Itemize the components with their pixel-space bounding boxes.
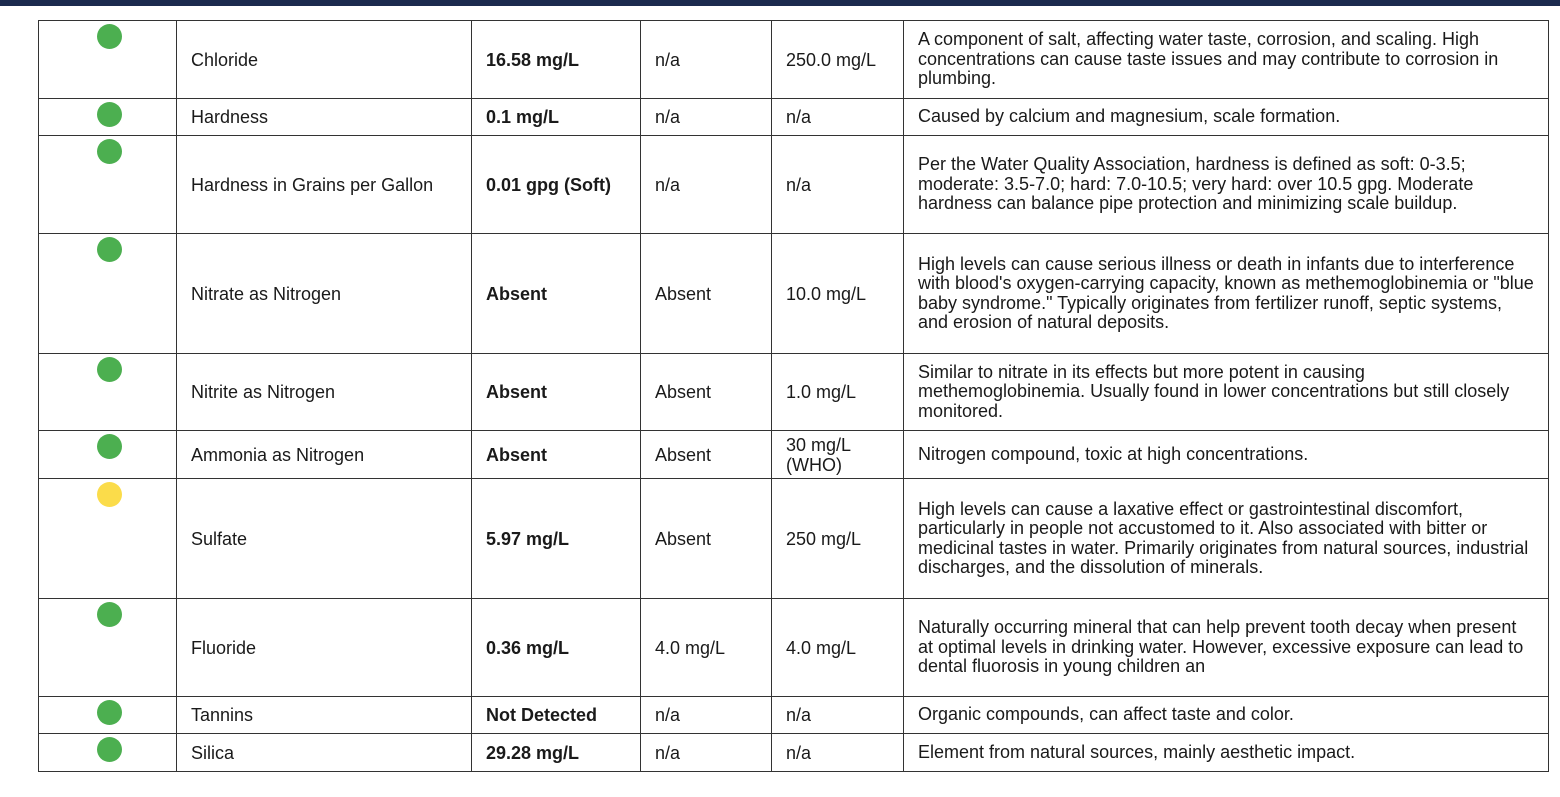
limit-value: Absent xyxy=(641,479,772,599)
limit-value: n/a xyxy=(641,734,772,772)
mcl-value: n/a xyxy=(772,734,904,772)
limit-value: 4.0 mg/L xyxy=(641,599,772,697)
parameter-name: Chloride xyxy=(177,21,472,99)
parameter-name: Fluoride xyxy=(177,599,472,697)
limit-value: Absent xyxy=(641,354,772,431)
status-cell xyxy=(39,599,177,697)
limit-value: n/a xyxy=(641,21,772,99)
table-row xyxy=(39,431,1549,479)
status-cell xyxy=(39,234,177,354)
table-row xyxy=(39,599,1549,697)
result-value: Not Detected xyxy=(472,697,641,734)
status-cell xyxy=(39,697,177,734)
status-cell xyxy=(39,431,177,479)
status-indicator-icon xyxy=(97,237,122,262)
parameter-name: Nitrite as Nitrogen xyxy=(177,354,472,431)
status-indicator-icon xyxy=(97,139,122,164)
result-value: 29.28 mg/L xyxy=(472,734,641,772)
result-value: Absent xyxy=(472,234,641,354)
parameter-description: A component of salt, affecting water taste, corrosion, and scaling. High concentrations can cause taste issues and may contribute to corrosion in plumbing. xyxy=(904,21,1549,99)
status-cell xyxy=(39,479,177,599)
status-indicator-icon xyxy=(97,24,122,49)
result-value: Absent xyxy=(472,354,641,431)
mcl-value: n/a xyxy=(772,136,904,234)
status-indicator-icon xyxy=(97,737,122,762)
parameter-name: Tannins xyxy=(177,697,472,734)
limit-value: Absent xyxy=(641,234,772,354)
parameter-description: Element from natural sources, mainly aesthetic impact. xyxy=(904,734,1549,772)
limit-value: n/a xyxy=(641,136,772,234)
mcl-value: 30 mg/L (WHO) xyxy=(772,431,904,479)
status-indicator-icon xyxy=(97,357,122,382)
result-value: Absent xyxy=(472,431,641,479)
status-cell xyxy=(39,734,177,772)
water-test-results-table xyxy=(38,20,1549,772)
table-row xyxy=(39,99,1549,136)
table-row xyxy=(39,479,1549,599)
mcl-value: 10.0 mg/L xyxy=(772,234,904,354)
mcl-value: n/a xyxy=(772,99,904,136)
table-row xyxy=(39,21,1549,99)
mcl-value: 1.0 mg/L xyxy=(772,354,904,431)
parameter-name: Hardness xyxy=(177,99,472,136)
parameter-description: Similar to nitrate in its effects but more potent in causing methemoglobinemia. Usually found in lower concentrations but still closely monitored. xyxy=(904,354,1549,431)
mcl-value: 4.0 mg/L xyxy=(772,599,904,697)
parameter-description: Nitrogen compound, toxic at high concentrations. xyxy=(904,431,1549,479)
status-indicator-icon xyxy=(97,482,122,507)
result-value: 0.01 gpg (Soft) xyxy=(472,136,641,234)
result-value: 0.1 mg/L xyxy=(472,99,641,136)
parameter-name: Nitrate as Nitrogen xyxy=(177,234,472,354)
status-cell xyxy=(39,136,177,234)
mcl-value: 250.0 mg/L xyxy=(772,21,904,99)
parameter-name: Sulfate xyxy=(177,479,472,599)
table-row xyxy=(39,734,1549,772)
status-indicator-icon xyxy=(97,434,122,459)
status-cell xyxy=(39,354,177,431)
parameter-description: Caused by calcium and magnesium, scale formation. xyxy=(904,99,1549,136)
table-row xyxy=(39,136,1549,234)
limit-value: Absent xyxy=(641,431,772,479)
limit-value: n/a xyxy=(641,697,772,734)
parameter-description: High levels can cause a laxative effect or gastrointestinal discomfort, particularly in people not accustomed to it. Also associated with bitter or medicinal tastes in water. Primarily originates from natural sources, industrial discharges, and the dissolution of minerals. xyxy=(904,479,1549,599)
result-value: 0.36 mg/L xyxy=(472,599,641,697)
parameter-name: Ammonia as Nitrogen xyxy=(177,431,472,479)
parameter-description: Organic compounds, can affect taste and color. xyxy=(904,697,1549,734)
parameter-description: Naturally occurring mineral that can help prevent tooth decay when present at optimal levels in drinking water. However, excessive exposure can lead to dental fluorosis in young children an xyxy=(904,599,1549,697)
table-row xyxy=(39,354,1549,431)
parameter-name: Hardness in Grains per Gallon xyxy=(177,136,472,234)
result-value: 5.97 mg/L xyxy=(472,479,641,599)
status-cell xyxy=(39,21,177,99)
status-indicator-icon xyxy=(97,102,122,127)
mcl-value: n/a xyxy=(772,697,904,734)
result-value: 16.58 mg/L xyxy=(472,21,641,99)
parameter-description: Per the Water Quality Association, hardness is defined as soft: 0-3.5; moderate: 3.5-7.0; hard: 7.0-10.5; very hard: over 10.5 gpg. Moderate hardness can balance pipe protection and minimizing scale buildup. xyxy=(904,136,1549,234)
table-row xyxy=(39,697,1549,734)
parameter-description: High levels can cause serious illness or death in infants due to interference with blood's oxygen-carrying capacity, known as methemoglobinemia or "blue baby syndrome." Typically originates from fertilizer runoff, septic systems, and erosion of natural deposits. xyxy=(904,234,1549,354)
limit-value: n/a xyxy=(641,99,772,136)
page-header-bar xyxy=(0,0,1560,6)
table-row xyxy=(39,234,1549,354)
mcl-value: 250 mg/L xyxy=(772,479,904,599)
status-indicator-icon xyxy=(97,602,122,627)
status-cell xyxy=(39,99,177,136)
parameter-name: Silica xyxy=(177,734,472,772)
status-indicator-icon xyxy=(97,700,122,725)
